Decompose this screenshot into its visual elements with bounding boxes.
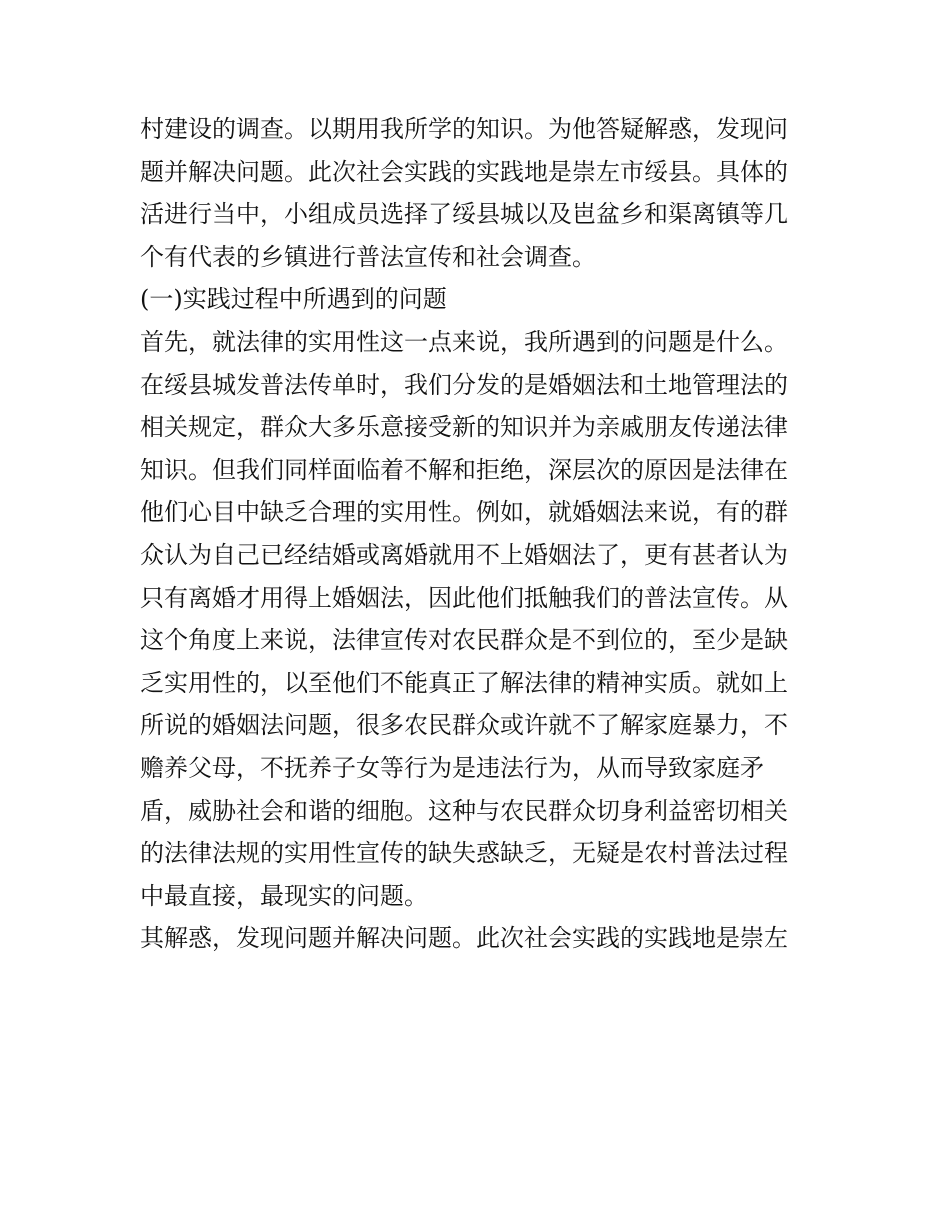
text-line: 他们心目中缺乏合理的实用性。例如，就婚姻法来说，有的群 xyxy=(140,498,788,527)
text-line: 题并解决问题。此次社会实践的实践地是崇左市绥县。具体的 xyxy=(140,157,788,186)
text-line: 村建设的调查。以期用我所学的知识。为他答疑解惑，发现问 xyxy=(140,115,788,143)
text-line: 首先，就法律的实用性这一点来说，我所遇到的问题是什么。 xyxy=(140,327,788,356)
body-text xyxy=(140,108,820,960)
section-heading: (一)实践过程中所遇到的问题 xyxy=(140,285,447,314)
text-line: 众认为自己已经结婚或离婚就用不上婚姻法了，更有甚者认为 xyxy=(140,540,788,569)
text-line: 在绥县城发普法传单时，我们分发的是婚姻法和土地管理法的 xyxy=(140,370,788,399)
text-line: 中最直接，最现实的问题。 xyxy=(140,881,428,910)
text-line: 所说的婚姻法问题，很多农民群众或许就不了解家庭暴力，不 xyxy=(140,711,788,740)
text-line: 只有离婚才用得上婚姻法，因此他们抵触我们的普法宣传。从 xyxy=(140,583,788,612)
text-line: 个有代表的乡镇进行普法宣传和社会调查。 xyxy=(140,242,596,271)
text-line: 这个角度上来说，法律宣传对农民群众是不到位的，至少是缺 xyxy=(140,626,788,655)
text-line: 赡养父母，不抚养子女等行为是违法行为，从而导致家庭矛 xyxy=(140,753,764,782)
text-line: 其解惑，发现问题并解决问题。此次社会实践的实践地是崇左 xyxy=(140,924,788,953)
text-line: 活进行当中，小组成员选择了绥县城以及岜盆乡和渠离镇等几 xyxy=(140,200,788,229)
text-line: 盾，威胁社会和谐的细胞。这种与农民群众切身利益密切相关 xyxy=(140,796,788,825)
text-line: 的法律法规的实用性宣传的缺失惑缺乏，无疑是农村普法过程 xyxy=(140,839,788,868)
text-line: 乏实用性的，以至他们不能真正了解法律的精神实质。就如上 xyxy=(140,668,788,697)
text-line: 知识。但我们同样面临着不解和拒绝，深层次的原因是法律在 xyxy=(140,455,788,484)
text-line: 相关规定，群众大多乐意接受新的知识并为亲戚朋友传递法律 xyxy=(140,413,788,442)
